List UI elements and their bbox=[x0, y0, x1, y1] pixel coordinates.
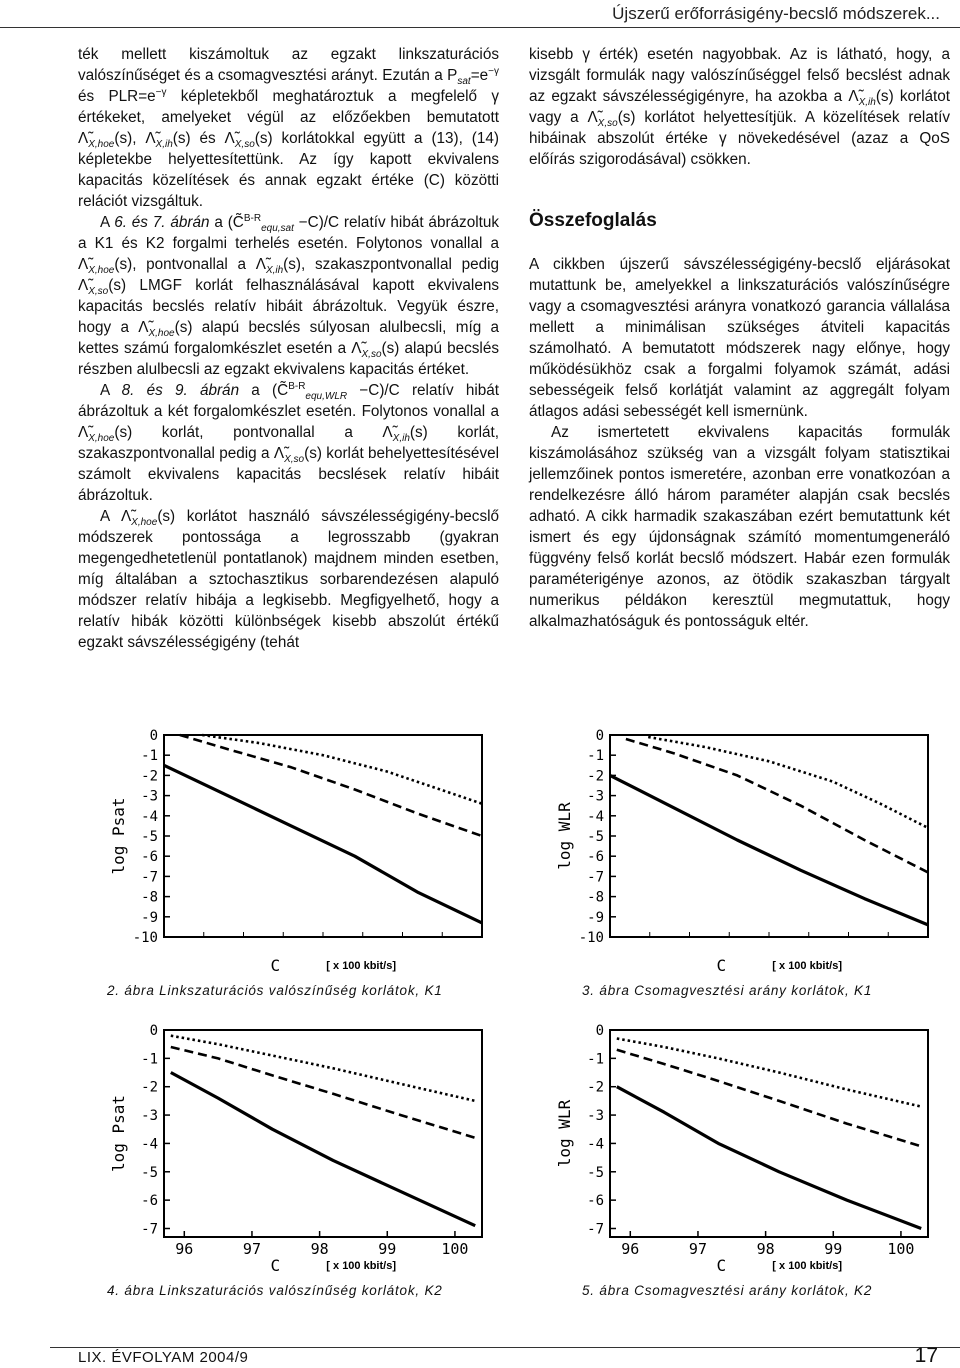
chart-3-svg bbox=[540, 725, 940, 975]
y-tick-label: -4 bbox=[141, 1136, 158, 1153]
y-tick-label: -3 bbox=[587, 1108, 604, 1125]
y-tick-label: -8 bbox=[141, 889, 158, 906]
y-tick-label: -7 bbox=[141, 869, 158, 886]
y-tick-label: -10 bbox=[132, 930, 158, 946]
y-tick-label: -7 bbox=[587, 869, 604, 886]
x-tick-label: 100 bbox=[887, 1240, 915, 1258]
x-axis-symbol: C bbox=[270, 956, 281, 975]
y-tick-label: -5 bbox=[141, 1164, 158, 1181]
y-tick-label: -7 bbox=[141, 1221, 158, 1238]
y-tick-label: -3 bbox=[141, 788, 158, 805]
plot-frame bbox=[164, 735, 482, 937]
chart-5-svg bbox=[540, 1020, 940, 1275]
y-tick-label: -8 bbox=[587, 889, 604, 906]
x-tick-label: 96 bbox=[175, 1240, 194, 1258]
paragraph-3: A 8. és 9. ábrán a (C̃$^{B-R}_{equ,WLR}$ −C)/C relatív hibát ábrázoltuk a két forgalomkészlet esetén. Folytonos vonallal a $\Lambdã_{X,hoe}(s)$ korlát, pontvonallal a $\Lambdã_{X,ih}(s)$ korlát, szakaszpontvonallal pedig a $\Lambdã_{X,so}(s)$ korlát behelyettesítésével számolt ekvivalens kapacitás becslések relatív hibáit ábrázoltuk. bbox=[78, 380, 499, 504]
chart-4-svg bbox=[94, 1020, 494, 1275]
y-tick-label: 0 bbox=[149, 728, 158, 744]
x-axis-unit: [ x 100 kbit/s] bbox=[326, 1260, 397, 1272]
y-tick-label: 0 bbox=[595, 728, 604, 744]
page-number: 17 bbox=[914, 1344, 938, 1367]
figure-3-caption: 3. ábra Csomagvesztési arány korlátok, K1 bbox=[582, 983, 873, 998]
header-rule bbox=[0, 27, 960, 28]
right-column bbox=[529, 44, 950, 632]
figure-2 bbox=[94, 725, 494, 975]
footer-rule bbox=[50, 1347, 960, 1348]
figure-4-caption: 4. ábra Linkszaturációs valószínűség korlátok, K2 bbox=[107, 1283, 443, 1298]
x-tick-label: 99 bbox=[824, 1240, 843, 1258]
y-tick-label: -2 bbox=[141, 768, 158, 785]
x-axis-unit: [ x 100 kbit/s] bbox=[326, 960, 397, 972]
x-tick-label: 96 bbox=[621, 1240, 640, 1258]
x-axis-symbol: C bbox=[270, 1256, 281, 1275]
x-tick-label: 97 bbox=[688, 1240, 707, 1258]
x-tick-label: 98 bbox=[756, 1240, 775, 1258]
paragraph-4: A $\Lambdã_{X,hoe}(s)$ korlátot használó sávszélességigény-becslő módszerek pontossága a legrosszabb (gyakran megengedhetetlenül pontatlanok) majdnem minden esetben, míg általában a sztochasztikus sorbarendezésen alapuló módszer relatív hibája a legkisebb. Megfigyelhető, hogy a relatív hibák közötti különbségek kisebb abszolút értékű egzakt sávszélességigény (tehát bbox=[78, 508, 499, 651]
y-axis-label: log Psat bbox=[109, 1094, 128, 1173]
y-tick-label: -1 bbox=[587, 748, 604, 765]
left-column bbox=[78, 44, 499, 653]
chart-2-svg bbox=[94, 725, 494, 975]
y-tick-label: -3 bbox=[587, 788, 604, 805]
paragraph-5: kisebb γ érték) esetén nagyobbak. Az is látható, hogy, a vizsgált formulák nagy valószínűséggel felső becslést adnak az egzakt sávszélességigényre, ha azokba a $\Lambdã_{X,ih}(s)$ korlátot vagy a $\Lambdã_{X,so}(s)$ korlátot helyettesítjük. A közelítések relatív hibáinak abszolút értéke γ növekedésével (azaz a QoS előírás szigorodásával) csökken. bbox=[529, 46, 951, 168]
y-tick-label: -5 bbox=[587, 829, 604, 845]
y-tick-label: -3 bbox=[141, 1108, 158, 1125]
y-tick-label: -9 bbox=[141, 909, 158, 926]
x-axis-unit: [ x 100 kbit/s] bbox=[772, 1260, 843, 1272]
y-tick-label: -6 bbox=[141, 1193, 158, 1210]
y-tick-label: -6 bbox=[141, 849, 158, 866]
y-tick-label: -6 bbox=[587, 1193, 604, 1210]
y-tick-label: -7 bbox=[587, 1221, 604, 1238]
paragraph-6: A cikkben újszerű sávszélességigény-becslő eljárásokat mutattunk be, amelyekkel a linkszaturációs valószínűségre vagy a csomagvesztési arányra vonatkozó garancia vállalása mellett a minimálisan szükséges átviteli kapacitás számolható. A bemutatott módszerek nagy előnye, hogy működésükhöz csak a forgalmi folyamok számát, adási sebességeik felső korlátját valamint az aggregált folyam átlagos adási sebességét kell ismernünk. bbox=[529, 256, 950, 420]
figure-5-caption: 5. ábra Csomagvesztési arány korlátok, K2 bbox=[582, 1283, 873, 1298]
footer-volume: LIX. ÉVFOLYAM 2004/9 bbox=[78, 1349, 249, 1366]
x-tick-label: 98 bbox=[310, 1240, 329, 1258]
x-tick-label: 99 bbox=[378, 1240, 397, 1258]
y-tick-label: -2 bbox=[587, 1079, 604, 1096]
y-tick-label: -5 bbox=[587, 1164, 604, 1181]
y-tick-label: -4 bbox=[141, 808, 158, 825]
figure-3 bbox=[540, 725, 940, 975]
y-tick-label: -2 bbox=[587, 768, 604, 785]
x-axis-symbol: C bbox=[716, 1256, 727, 1275]
figure-4 bbox=[94, 1020, 494, 1275]
y-tick-label: -5 bbox=[141, 829, 158, 845]
paragraph-7: Az ismertetett ekvivalens kapacitás formulák kiszámolásához szükség van a vizsgált folyam statisztikai jellemzőinek pontos ismeretére, azonban erre vonatkozóan a rendelkezésre álló három paraméter alapján csak becslés adható. A cikk harmadik szakaszában ezért bemutattunk két ismert és egy újdonságnak számító momentumgeneráló függvény felső korlát becslő módszert. Habár ezen formulák paraméterigénye azonos, az ötödik szakaszban tárgyalt numerikus példákon keresztül megmutattuk, hogy alkalmazhatóságuk és pontosságuk eltér. bbox=[529, 424, 950, 630]
x-tick-label: 100 bbox=[441, 1240, 469, 1258]
y-axis-label: log Psat bbox=[109, 797, 128, 875]
y-axis-label: log WLR bbox=[555, 802, 574, 870]
y-tick-label: -6 bbox=[587, 849, 604, 866]
y-tick-label: -10 bbox=[578, 930, 604, 946]
paragraph-1: ték mellett kiszámoltuk az egzakt linkszaturációs valószínűséget és a csomagvesztési arányt. Ezután a $P_{sat}=e^{-\gamma}$ és $PLR=e^{-\gamma}$ képletekből meghatároztuk a megfelelő γ értékeket, amelyeket végül az előzőekben bemutatott $\Lambdã_{X,hoe}(s)$, $\Lambdã_{X,ih}(s)$ és $\Lambdã_{X,so}(s)$ korlátokkal együtt a (13), (14) képletekbe helyettesítettünk. Az így kapott ekvivalens kapacitás közelítések és annak egzakt értéke (C) közötti relációt vizsgáltuk. bbox=[78, 46, 500, 210]
x-axis-symbol: C bbox=[716, 956, 727, 975]
y-tick-label: -1 bbox=[141, 1051, 158, 1068]
section-heading: Összefoglalás bbox=[529, 210, 657, 231]
y-tick-label: -2 bbox=[141, 1079, 158, 1096]
y-tick-label: -4 bbox=[587, 1136, 604, 1153]
figure-2-caption: 2. ábra Linkszaturációs valószínűség korlátok, K1 bbox=[107, 983, 443, 998]
x-axis-unit: [ x 100 kbit/s] bbox=[772, 960, 843, 972]
x-tick-label: 97 bbox=[242, 1240, 261, 1258]
y-tick-label: -1 bbox=[587, 1051, 604, 1068]
y-axis-label: log WLR bbox=[555, 1099, 574, 1168]
y-tick-label: -9 bbox=[587, 909, 604, 926]
y-tick-label: -1 bbox=[141, 748, 158, 765]
running-title: Újszerű erőforrásigény-becslő módszerek... bbox=[612, 4, 940, 23]
paragraph-2: A 6. és 7. ábrán a (C̃$^{B-R}_{equ,sat}$ −C)/C relatív hibát ábrázoltuk a K1 és K2 forgalmi terhelés esetén. Folytonos vonallal a $\Lambdã_{X,hoe}(s)$, pontvonallal a $\Lambdã_{X,ih}(s)$, szakaszpontvonallal pedig $\Lambdã_{X,so}(s)$ LMGF korlát felhasználásával kapott ekvivalens kapacitás becslés relatív hibáit ábrázoltuk. Vegyük észre, hogy a $\Lambdã_{X,hoe}(s)$ alapú becslés súlyosan alulbecsli, míg a kettes számú forgalomkészlet esetén a $\Lambdã_{X,so}(s)$ alapú becslés részben alulbecsli az egzakt ekvivalens kapacitás értéket. bbox=[78, 212, 500, 378]
y-tick-label: 0 bbox=[595, 1023, 604, 1039]
y-tick-label: -4 bbox=[587, 808, 604, 825]
y-tick-label: 0 bbox=[149, 1023, 158, 1039]
figure-5 bbox=[540, 1020, 940, 1275]
